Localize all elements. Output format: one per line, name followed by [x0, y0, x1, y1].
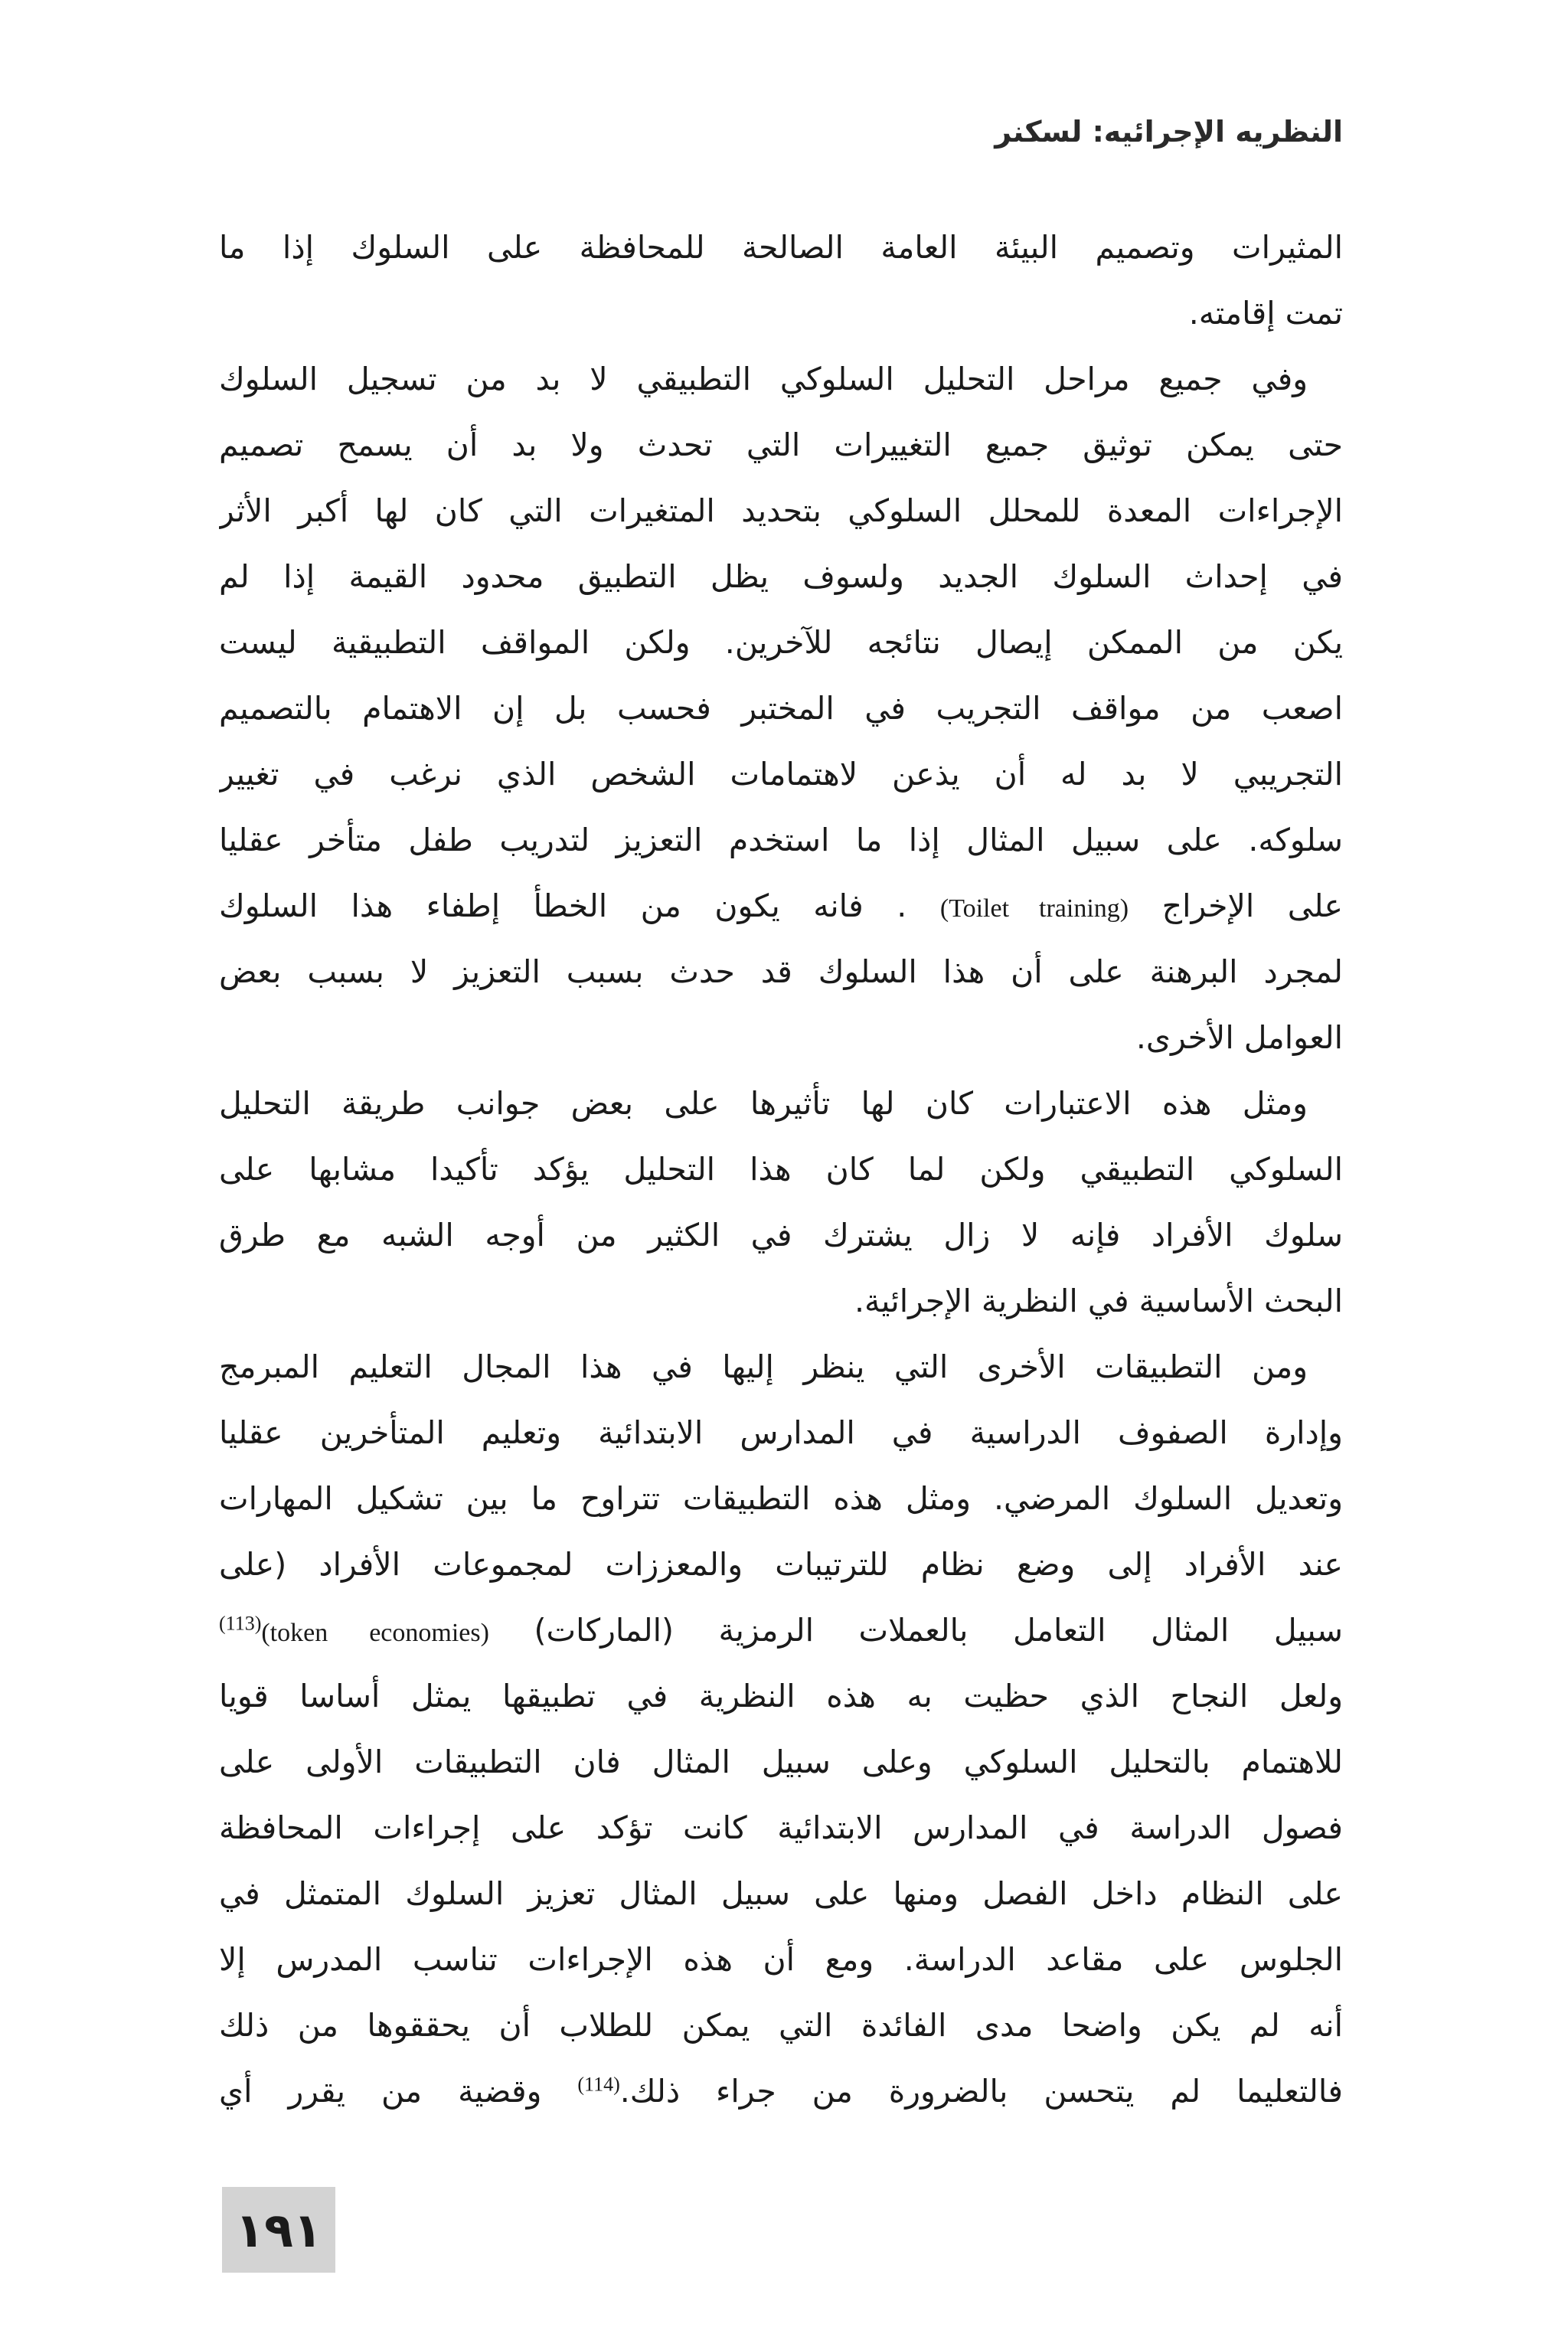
text-line: وفي جميع مراحل التحليل السلوكي التطبيقي لا بد من تسجيل السلوك: [219, 361, 1308, 397]
body-text: [219, 214, 1343, 2124]
text-line: الجلوس على مقاعد الدراسة. ومع أن هذه الإجراءات تناسب المدرس إلا: [219, 1941, 1343, 1978]
text-line: تمت إقامته.: [1188, 295, 1343, 332]
text-line: العوامل الأخرى.: [1135, 1019, 1343, 1056]
text-line: عند الأفراد إلى وضع نظام للترتيبات والمعززات لمجموعات الأفراد (على: [219, 1546, 1343, 1583]
text-line: حتى يمكن توثيق جميع التغييرات التي تحدث ولا بد أن يسمح تصميم: [219, 427, 1343, 463]
text-line: [219, 873, 1343, 939]
latin-term: (token economies): [261, 1619, 489, 1647]
text-line: لمجرد البرهنة على أن هذا السلوك قد حدث بسبب التعزيز لا بسبب بعض: [219, 953, 1343, 990]
text-segment: فالتعليما لم يتحسن بالضرورة من جراء ذلك.: [619, 2073, 1343, 2110]
page-number-box: [222, 2187, 335, 2273]
footnote-ref: (114): [577, 2073, 620, 2096]
latin-term: (Toilet training): [939, 894, 1129, 923]
text-line: [219, 1597, 1343, 1663]
text-line: وإدارة الصفوف الدراسية في المدارس الابتدائية وتعليم المتأخرين عقليا: [219, 1414, 1343, 1451]
text-segment: . فانه يكون من الخطأ إطفاء هذا السلوك: [219, 887, 907, 924]
text-line: فصول الدراسة في المدارس الابتدائية كانت تؤكد على إجراءات المحافظة: [219, 1809, 1343, 1846]
text-line: ومن التطبيقات الأخرى التي ينظر إليها في هذا المجال التعليم المبرمج: [219, 1348, 1308, 1385]
text-line: الإجراءات المعدة للمحلل السلوكي بتحديد المتغيرات التي كان لها أكبر الأثر: [219, 492, 1343, 529]
text-line: في إحداث السلوك الجديد ولسوف يظل التطبيق محدود القيمة إذا لم: [219, 558, 1343, 595]
text-line: يكن من الممكن إيصال نتائجه للآخرين. ولكن المواقف التطبيقية ليست: [219, 624, 1343, 661]
page-number: ١٩١: [235, 2201, 322, 2258]
text-line: للاهتمام بالتحليل السلوكي وعلى سبيل المثال فان التطبيقات الأولى على: [219, 1744, 1343, 1780]
text-segment: على الإخراج: [1161, 887, 1343, 924]
running-header: النظريه الإجرائيه: لسكنر: [995, 115, 1343, 149]
text-line: [219, 2058, 1343, 2124]
text-line: المثيرات وتصميم البيئة العامة الصالحة للمحافظة على السلوك إذا ما: [219, 229, 1343, 266]
text-line: أنه لم يكن واضحا مدى الفائدة التي يمكن للطلاب أن يحققوها من ذلك: [219, 2007, 1343, 2044]
text-line: التجريبي لا بد له أن يذعن لاهتمامات الشخص الذي نرغب في تغيير: [219, 756, 1343, 793]
text-line: وتعديل السلوك المرضي. ومثل هذه التطبيقات تتراوح ما بين تشكيل المهارات: [219, 1480, 1343, 1517]
text-line: سلوكه. على سبيل المثال إذا ما استخدم التعزيز لتدريب طفل متأخر عقليا: [219, 822, 1343, 858]
text-line: سلوك الأفراد فإنه لا زال يشترك في الكثير من أوجه الشبه مع طرق: [219, 1217, 1343, 1253]
text-line: ومثل هذه الاعتبارات كان لها تأثيرها على بعض جوانب طريقة التحليل: [219, 1085, 1308, 1122]
text-segment: سبيل المثال التعامل بالعملات الرمزية (الماركات): [534, 1612, 1343, 1649]
text-segment: وقضية من يقرر أي: [219, 2073, 542, 2110]
footnote-ref: (113): [219, 1612, 262, 1635]
text-line: على النظام داخل الفصل ومنها على سبيل المثال تعزيز السلوك المتمثل في: [219, 1875, 1343, 1912]
text-line: ولعل النجاح الذي حظيت به هذه النظرية في تطبيقها يمثل أساسا قويا: [219, 1678, 1343, 1714]
text-line: السلوكي التطبيقي ولكن لما كان هذا التحليل يؤكد تأكيدا مشابها على: [219, 1151, 1343, 1188]
text-line: اصعب من مواقف التجريب في المختبر فحسب بل إن الاهتمام بالتصميم: [219, 690, 1343, 727]
text-line: البحث الأساسية في النظرية الإجرائية.: [854, 1283, 1343, 1319]
